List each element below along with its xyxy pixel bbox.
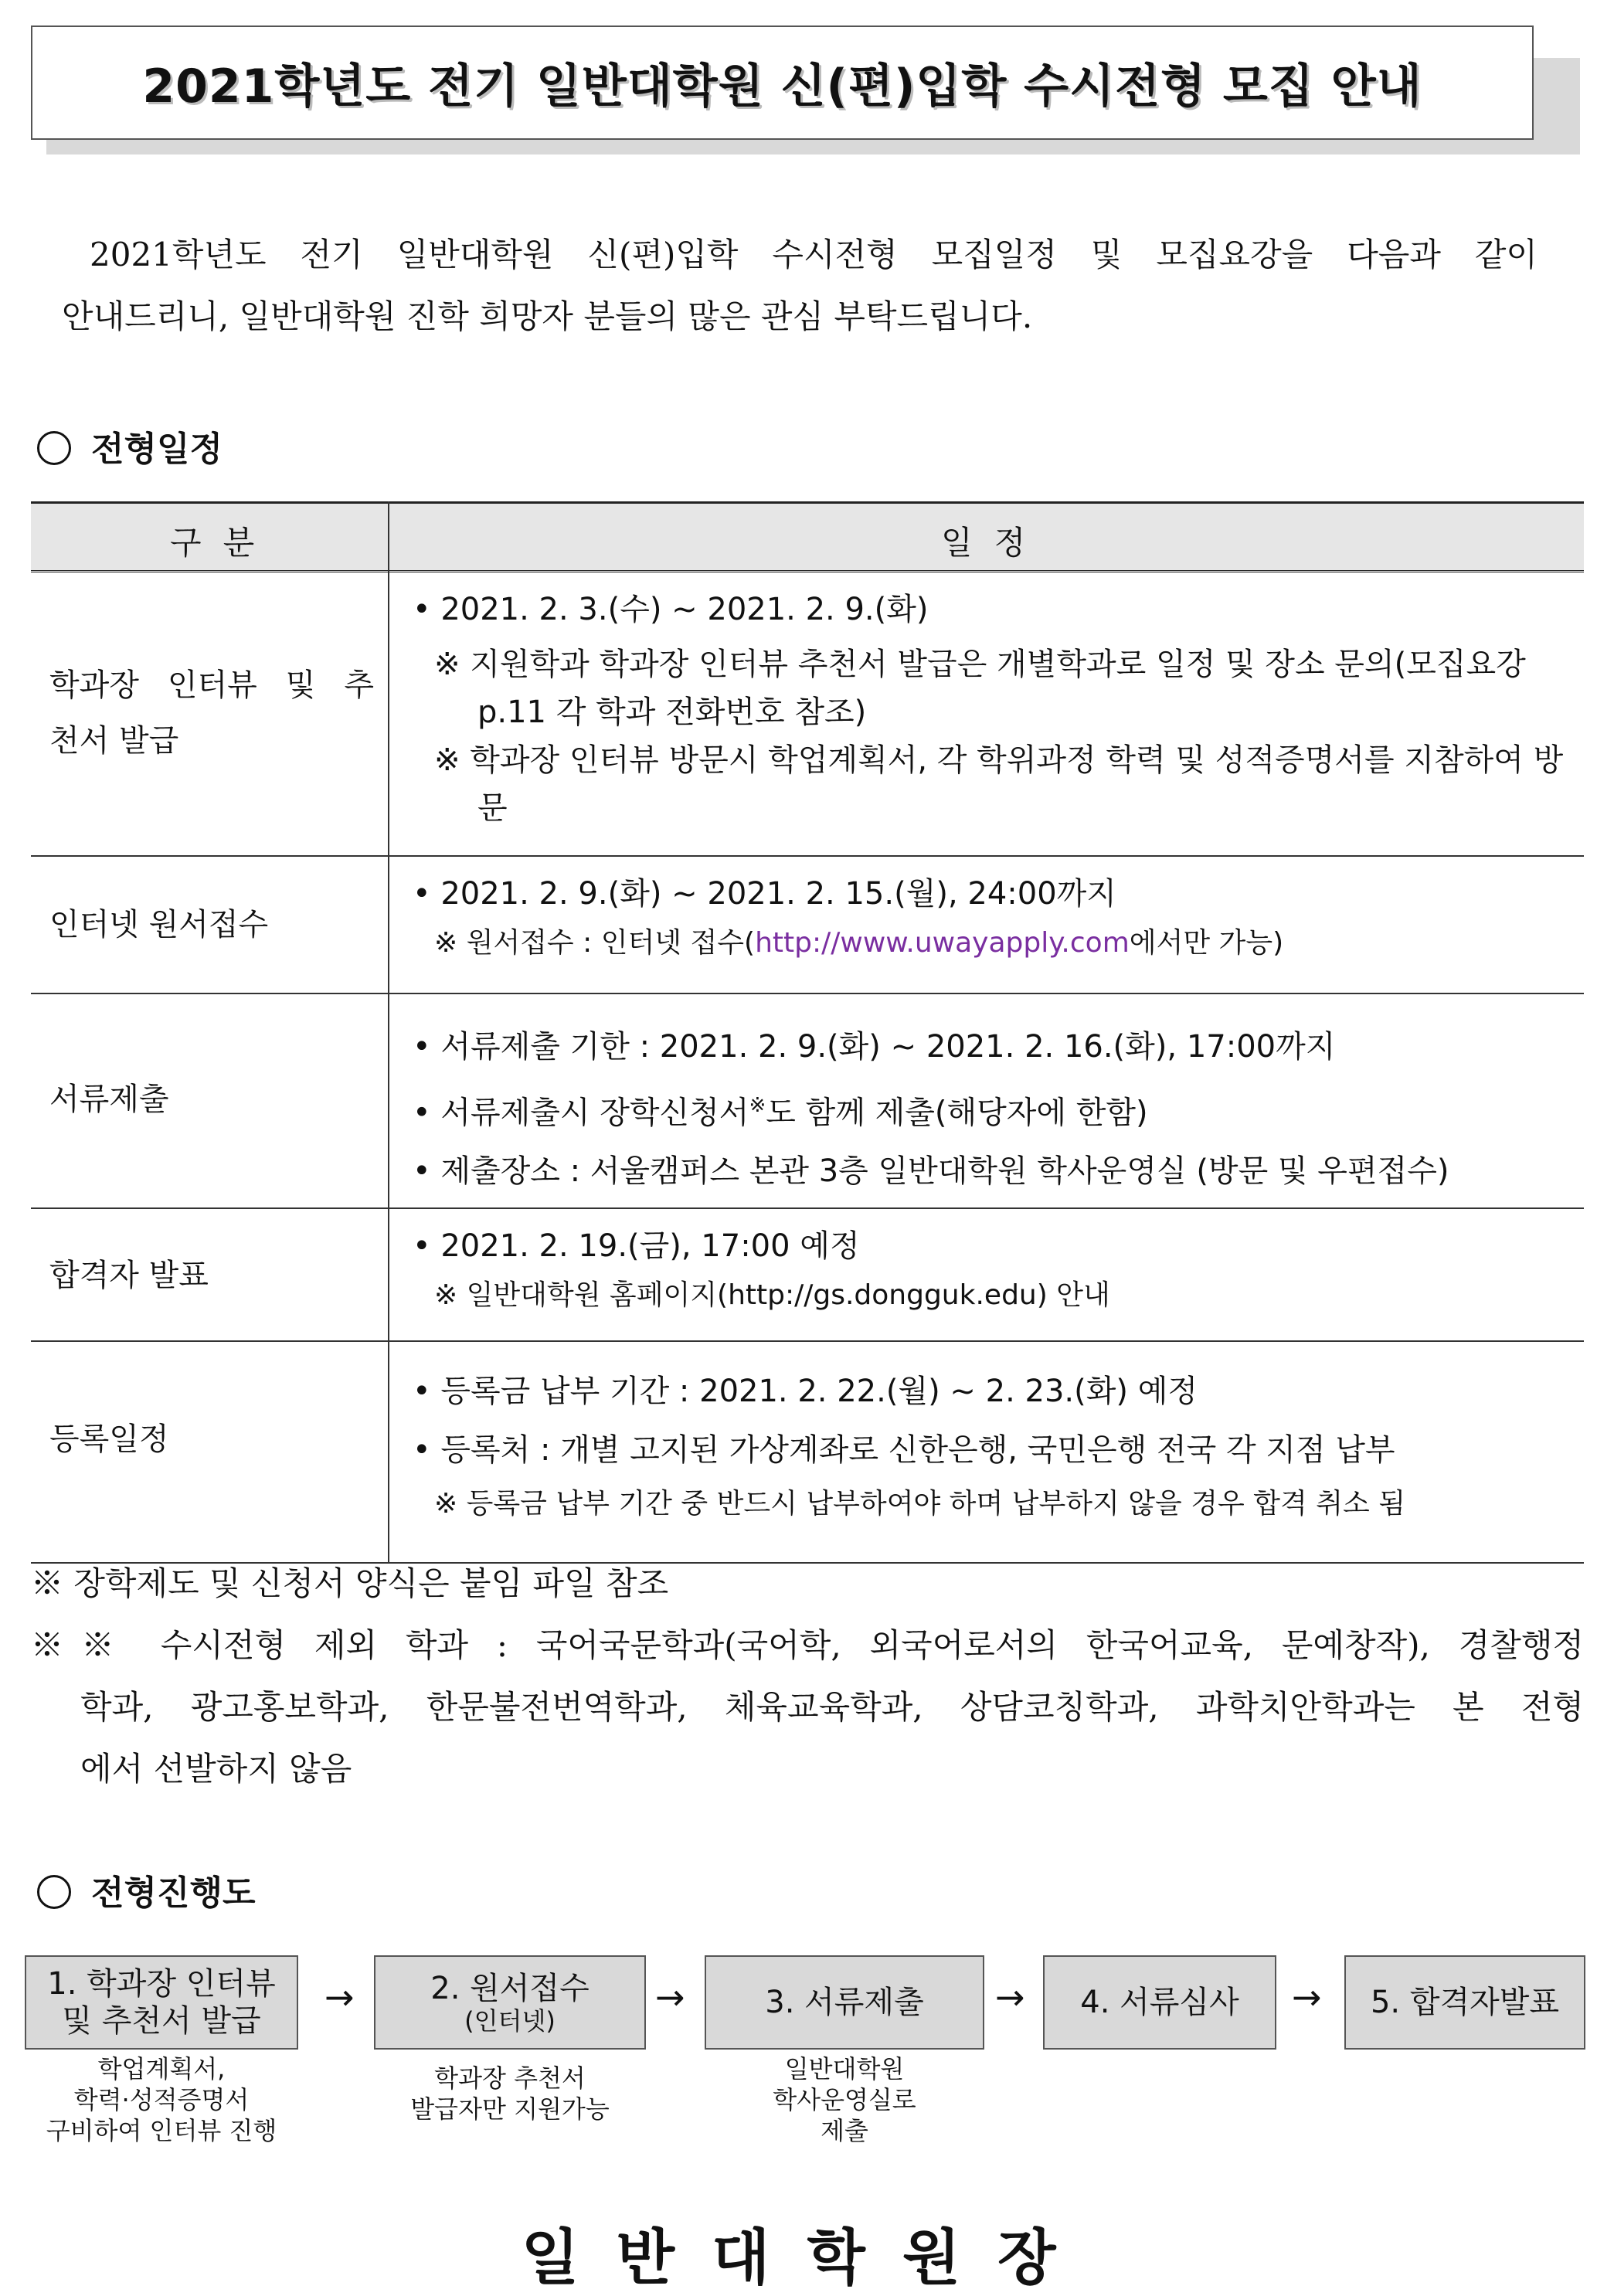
arrow-right-icon: → [995,1976,1025,2018]
bullet-line: • 등록처 : 개별 고지된 가상계좌로 신한은행, 국민은행 전국 각 지점 납부 [413,1432,1395,1468]
table-row [31,857,1584,994]
sub-note [413,920,1572,966]
remarks [31,1553,1584,1800]
step-note-line: 학사운영실로 [773,2085,916,2114]
table-row [31,1209,1584,1342]
table-row [31,994,1584,1209]
title-box [31,25,1534,140]
sub-note-suffix: 에서만 가능) [1129,927,1284,959]
arrow-right-icon: → [655,1976,685,2018]
flow-step-1-note [25,2053,298,2146]
row-label-announcement: 합격자 발표 [49,1258,209,1293]
step-note-line: 학업계획서, [97,2054,226,2084]
table-row [31,572,1584,857]
flow-step-3-note [705,2053,984,2146]
note-text: ※ 지원학과 학과장 인터뷰 추천서 발급은 개별학과로 일정 및 장소 문의(모집요강 p.11 각 학과 전화번호 참조) [434,647,1526,730]
flow-section-title [37,1865,256,1914]
remark-scholarship: ※ 장학제도 및 신청서 양식은 붙임 파일 참조 [31,1564,669,1602]
flow-step-2-note [374,2063,646,2124]
schedule-section-label: 전형일정 [91,430,223,469]
flow-step-2 [374,1955,646,2050]
note-text: ※ 학과장 인터뷰 방문시 학업계획서, 각 학위과정 학력 및 성적증명서를 지참하여 방문 [434,742,1564,826]
remark-excluded-line: 에서 선발하지 않음 [80,1750,352,1788]
step-label: 5. 합격자발표 [1370,1985,1560,2020]
sub-note: ※ 등록금 납부 기간 중 반드시 납부하여야 하며 납부하지 않을 경우 합격 취소 됨 [434,1488,1405,1520]
schedule-date: • 2021. 2. 3.(수) ~ 2021. 2. 9.(화) [413,592,929,627]
step-note-line: 제출 [821,2116,868,2145]
bullet-line: • 서류제출 기한 : 2021. 2. 9.(화) ~ 2021. 2. 16.(화), 17:00까지 [413,1029,1336,1065]
row-content-documents [413,1017,1572,1201]
row-content-interview [413,583,1572,832]
superscript-mark: ※ [749,1094,766,1117]
uwayapply-link[interactable]: http://www.uwayapply.com [755,927,1130,959]
circle-bullet-icon [37,431,71,465]
table-header [31,501,1584,572]
arrow-right-icon: → [324,1976,355,2018]
flow-step-3 [705,1955,984,2050]
step-sublabel: (인터넷) [464,2006,556,2036]
sub-note-prefix: ※ 원서접수 : 인터넷 접수( [434,927,756,959]
bullet-text: 등록처 : 개별 고지된 가상계좌로 신한은행, 국민은행 전국 각 지점 납부 [440,1432,1395,1468]
flow-section-label: 전형진행도 [91,1873,256,1913]
bullet-line: • 등록금 납부 기간 : 2021. 2. 22.(월) ~ 2. 23.(화) 예정 [413,1374,1198,1409]
step-note-line: 학과장 추천서 [434,2063,586,2093]
row-label-line: 천서 발급 [49,723,179,759]
intro-line-1: 2021학년도 전기 일반대학원 신(편)입학 수시전형 모집일정 및 모집요강을 다음과 같이 [90,236,1538,273]
signature: 일반대학원장 [521,2223,1093,2293]
arrow-right-icon: → [1292,1976,1322,2018]
step-label: 4. 서류심사 [1080,1985,1239,2020]
bullet-line: • 서류제출시 장학신청서※도 함께 제출(해당자에 한함) [413,1094,1148,1131]
schedule-date: • 2021. 2. 9.(화) ~ 2021. 2. 15.(월), 24:00까지 [413,876,1116,912]
header-schedule: 일정 [941,524,1048,562]
row-label-application: 인터넷 원서접수 [49,907,269,943]
row-label-registration: 등록일정 [49,1421,169,1457]
sub-note: ※ 일반대학원 홈페이지(http://gs.dongguk.edu) 안내 [434,1279,1110,1311]
row-content-registration [413,1362,1572,1529]
bullet-text: 서류제출 기한 : 2021. 2. 9.(화) ~ 2021. 2. 16.(화), 17:00까지 [440,1029,1336,1065]
row-label-interview [49,657,374,769]
page-title: 2021학년도 전기 일반대학원 신(편)입학 수시전형 모집 안내 [142,59,1422,114]
step-label: 1. 학과장 인터뷰 [47,1966,276,2002]
date-text: 2021. 2. 3.(수) ~ 2021. 2. 9.(화) [440,592,929,627]
date-text: 2021. 2. 19.(금), 17:00 예정 [440,1228,860,1264]
step-note-line: 일반대학원 [784,2054,905,2084]
bullet-text: 서류제출시 장학신청서 [440,1095,749,1131]
schedule-date: • 2021. 2. 19.(금), 17:00 예정 [413,1228,860,1264]
step-note-line: 발급자만 지원가능 [410,2094,610,2124]
step-label: 3. 서류제출 [765,1985,924,2020]
remark-excluded-line: 학과, 광고홍보학과, 한문불전번역학과, 체육교육학과, 상담코칭학과, 과학치안학과는 본 전형 [80,1688,1584,1726]
table-row [31,1342,1584,1564]
row-content-announcement [413,1220,1572,1319]
step-note-line: 구비하여 인터뷰 진행 [46,2116,277,2145]
step-label: 및 추천서 발급 [62,2003,261,2039]
bullet-text: 도 함께 제출(해당자에 한함) [766,1095,1148,1131]
bullet-text: 등록금 납부 기간 : 2021. 2. 22.(월) ~ 2. 23.(화) 예정 [440,1374,1198,1409]
row-label-line: 학과장 인터뷰 및 추 [49,667,374,703]
bullet-text: 제출장소 : 서울캠퍼스 본관 3층 일반대학원 학사운영실 (방문 및 우편접수) [440,1153,1449,1190]
schedule-section-title [37,421,223,470]
flow-step-1 [25,1955,298,2050]
row-label-documents: 서류제출 [49,1082,169,1117]
header-category: 구분 [170,524,277,562]
step-note-line: 학력·성적증명서 [73,2085,250,2114]
bullet-line: • 제출장소 : 서울캠퍼스 본관 3층 일반대학원 학사운영실 (방문 및 우편접수) [413,1153,1449,1190]
flow-step-5 [1344,1955,1585,2050]
date-text: 2021. 2. 9.(화) ~ 2021. 2. 15.(월), 24:00까지 [440,876,1116,912]
step-label: 2. 원서접수 [430,1971,590,2006]
circle-bullet-icon [37,1875,71,1909]
intro-paragraph [62,224,1538,348]
flow-step-4 [1043,1955,1276,2050]
remark-excluded-line: ※※ 수시전형 제외 학과 : 국어국문학과(국어학, 외국어로서의 한국어교육, 문예창작), 경찰행정 [31,1626,1584,1664]
row-content-application [413,868,1572,966]
intro-line-2: 안내드리니, 일반대학원 진학 희망자 분들의 많은 관심 부탁드립니다. [62,297,1033,335]
